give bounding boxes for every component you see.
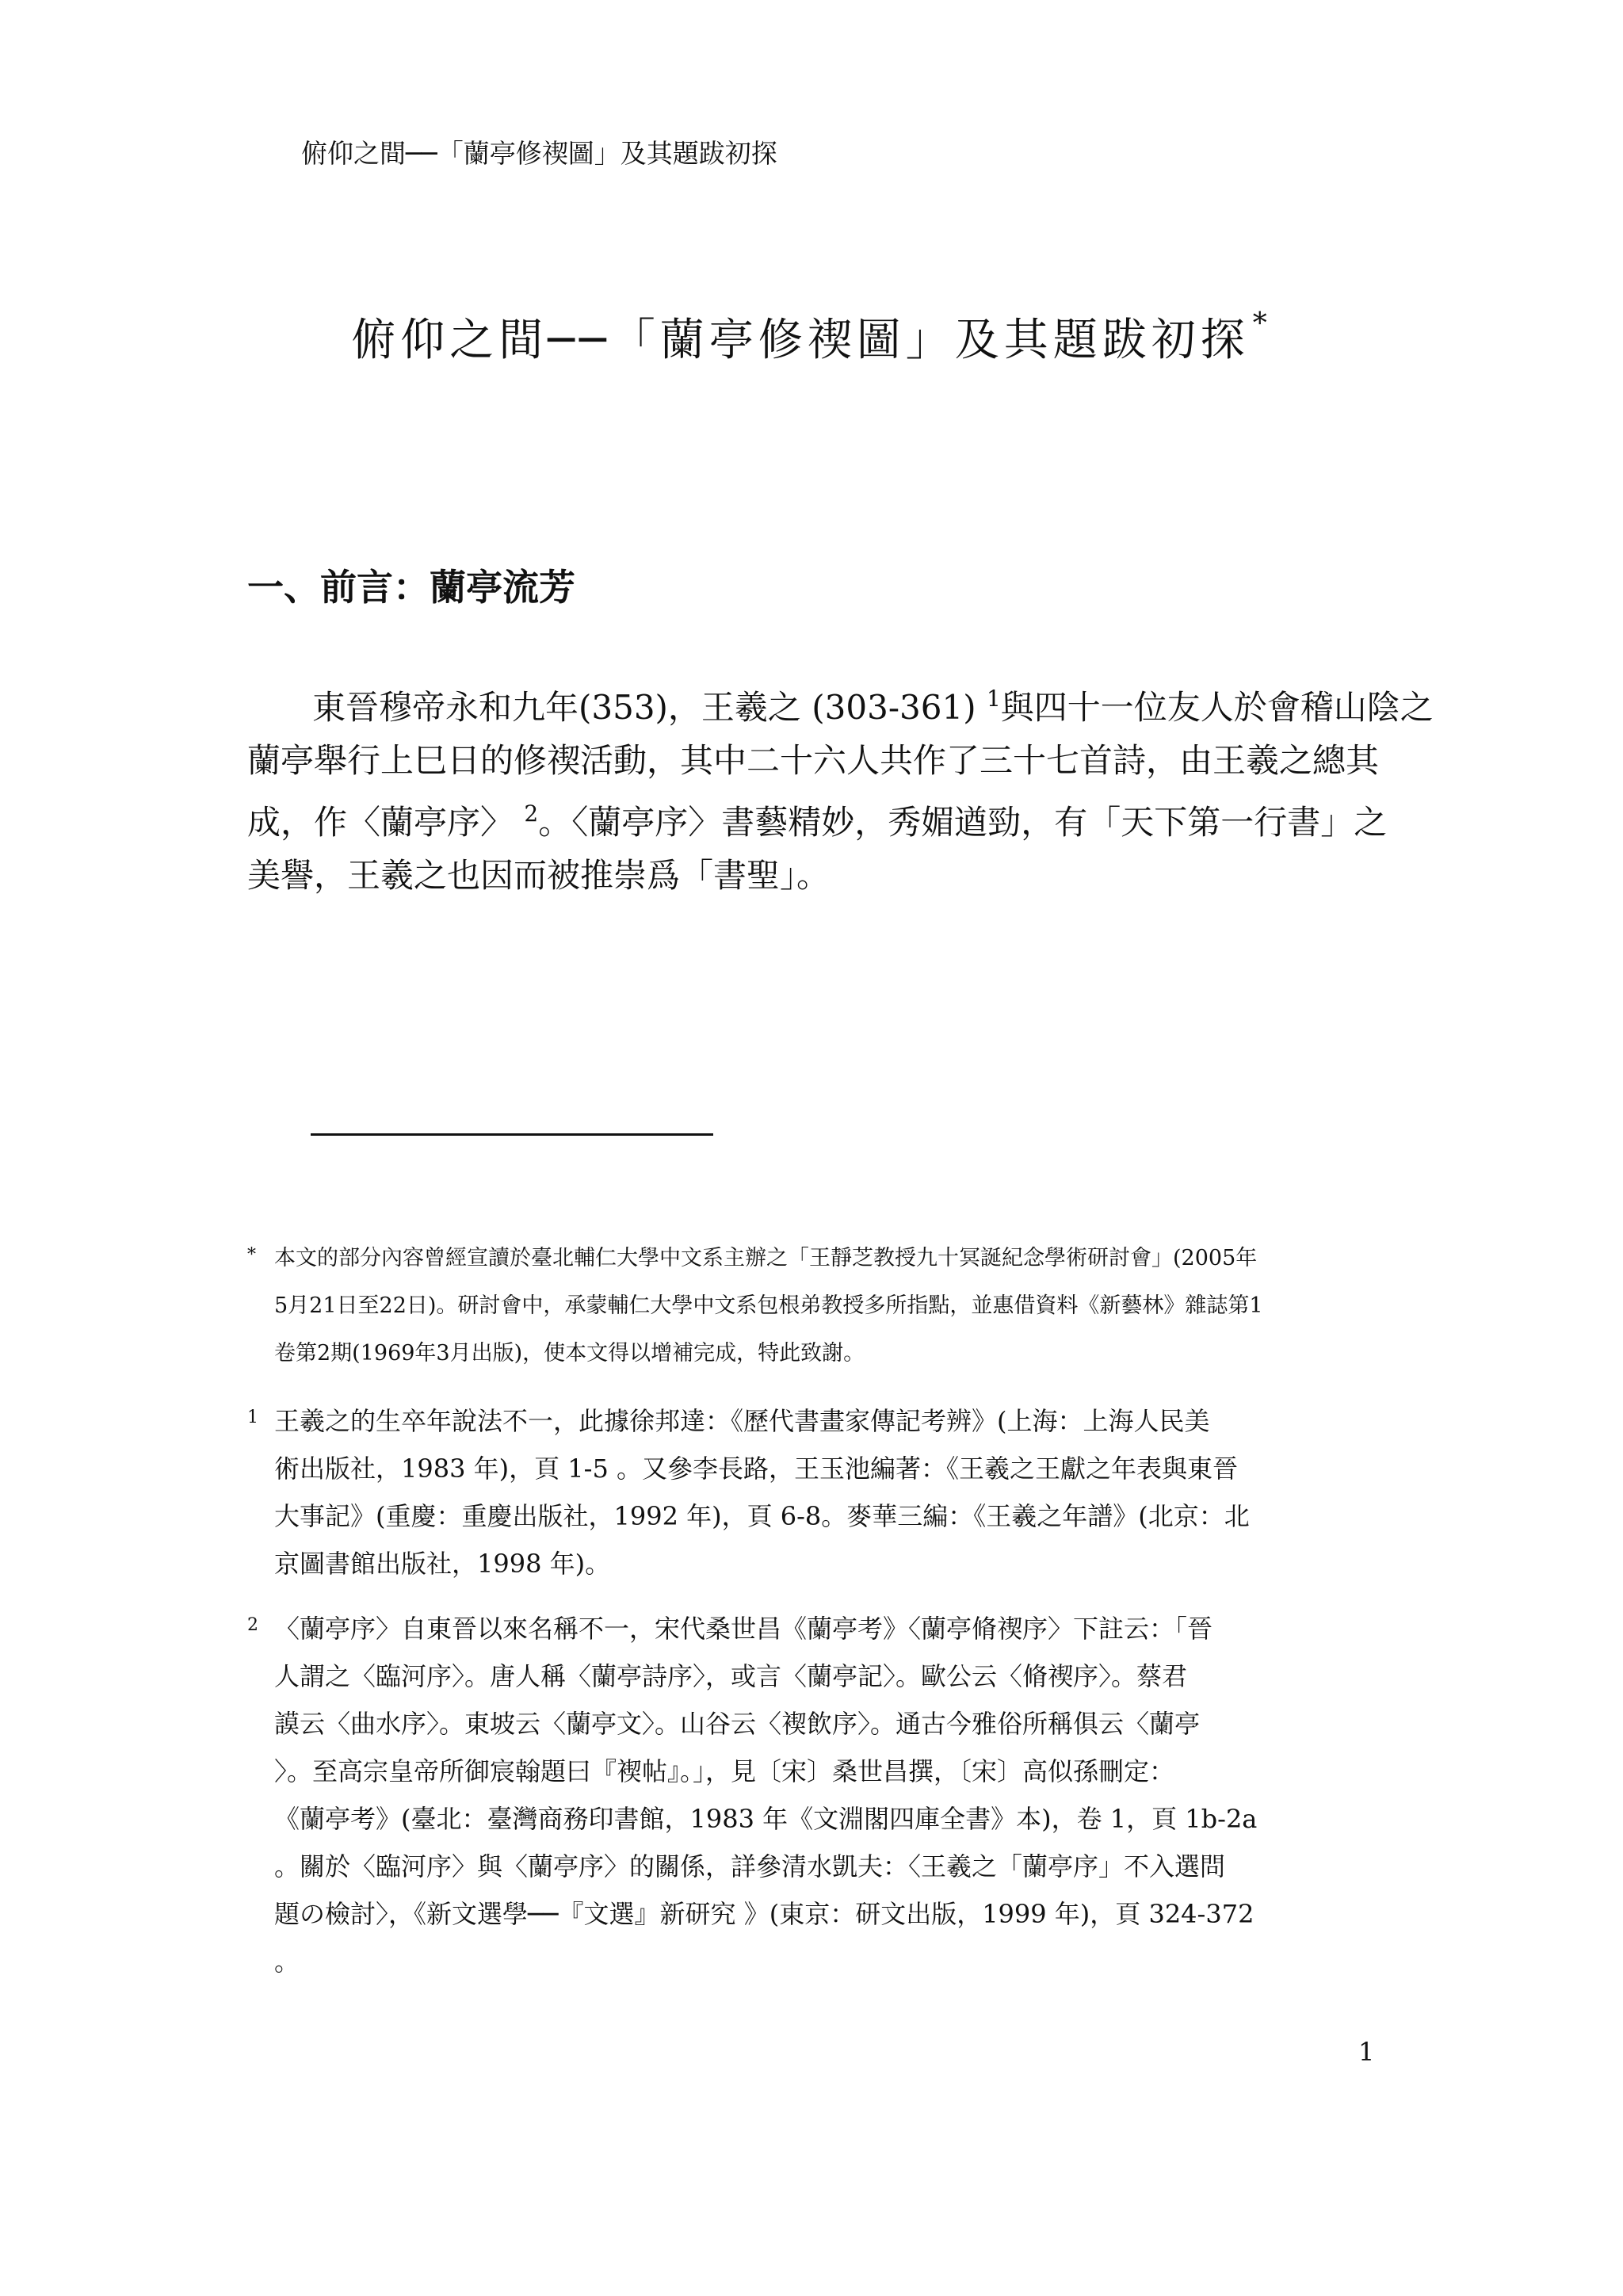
body-line-3 <box>247 787 1387 849</box>
body-text: 成，作〈蘭亭序〉 <box>247 803 514 842</box>
footnote-2 <box>247 1605 1388 1985</box>
title-footnote-mark: * <box>1252 308 1272 340</box>
page-title <box>0 305 1623 369</box>
footnote-line: 題の檢討〉，《新文選學──『文選』新研究 》(東京：研文出版，1999 年)，頁 324-372 <box>274 1899 1254 1929</box>
footnote-mark: * <box>247 1245 256 1265</box>
footnote-line: 5月21日至22日)。研討會中，承蒙輔仁大學中文系包根弟教授多所指點，並惠借資料《新藝林》雜誌第1 <box>274 1293 1263 1318</box>
footnote-line: 術出版社，1983 年)，頁 1-5 。又參李長路，王玉池編著：《王羲之王獻之年表與東晉 <box>274 1454 1238 1484</box>
footnote-separator <box>311 1133 713 1136</box>
footnote-line: 京圖書館出版社，1998 年)。 <box>274 1549 611 1579</box>
running-header: 俯仰之間──「蘭亭修禊圖」及其題跋初探 <box>301 138 777 169</box>
footnote-line: 謨云〈曲水序〉。東坡云〈蘭亭文〉。山谷云〈褉飲序〉。通古今雅俗所稱俱云〈蘭亭 <box>274 1709 1201 1739</box>
footnote-line: 卷第2期(1969年3月出版)，使本文得以增補完成，特此致謝。 <box>274 1341 865 1366</box>
title-text: 俯仰之間──「蘭亭修禊圖」及其題跋初探 <box>351 315 1250 366</box>
footnote-star <box>247 1235 1388 1377</box>
footnote-line: 〈蘭亭序〉自東晉以來名稱不一，宋代桑世昌《蘭亭考》〈蘭亭脩禊序〉下註云：「晉 <box>274 1614 1213 1644</box>
footnote-ref-1[interactable]: 1 <box>986 686 1001 712</box>
page-number: 1 <box>1358 2037 1375 2067</box>
footnote-line: 王羲之的生卒年說法不一，此據徐邦達：《歷代書畫家傳記考辨》(上海：上海人民美 <box>274 1406 1210 1436</box>
footnote-line: 本文的部分內容曾經宣讀於臺北輔仁大學中文系主辦之「王靜芝教授九十冥誕紀念學術研討會」(2005年 <box>274 1246 1258 1270</box>
body-line-1 <box>247 672 1434 734</box>
footnote-mark: 2 <box>247 1615 258 1635</box>
footnote-mark: 1 <box>247 1408 258 1427</box>
section-heading: 一、前言：蘭亭流芳 <box>247 566 575 609</box>
body-line-4: 美譽，王羲之也因而被推崇爲「書聖」。 <box>247 856 831 895</box>
footnote-line: 〉。至高宗皇帝所御宸翰題曰『褉帖』。」，見〔宋〕桑世昌撰，〔宋〕高似孫刪定： <box>274 1756 1175 1786</box>
footnote-text <box>274 1235 1388 1377</box>
body-text: 東晉穆帝永和九年(353)，王羲之 (303-361) <box>312 688 976 727</box>
footnote-line: 人謂之〈臨河序〉。唐人稱〈蘭亭詩序〉，或言〈蘭亭記〉。歐公云〈脩禊序〉。蔡君 <box>274 1661 1188 1691</box>
footnote-line: 大事記》(重慶：重慶出版社，1992 年)，頁 6-8。麥華三編：《王羲之年譜》(北京：北 <box>274 1501 1250 1531</box>
footnote-text <box>274 1397 1388 1587</box>
body-paragraph <box>247 672 1434 902</box>
body-line-2: 蘭亭舉行上巳日的修禊活動，其中二十六人共作了三十七首詩，由王羲之總其 <box>247 741 1380 780</box>
body-text: 。〈蘭亭序〉書藝精妙，秀媚遒勁，有「天下第一行書」之 <box>538 803 1388 842</box>
footnote-text <box>274 1605 1388 1985</box>
footnote-line: 。 <box>274 1946 300 1977</box>
footnote-line: 《蘭亭考》(臺北：臺灣商務印書館，1983 年《文淵閣四庫全書》本)，卷 1，頁 1b-2a <box>274 1804 1258 1834</box>
body-text: 與四十一位友人於會稽山陰之 <box>1000 688 1434 727</box>
footnote-ref-2[interactable]: 2 <box>524 800 539 827</box>
footnote-line: 。關於〈臨河序〉與〈蘭亭序〉的關係，詳參清水凱夫：〈王羲之「蘭亭序」不入選問 <box>274 1851 1226 1881</box>
footnote-1 <box>247 1397 1388 1587</box>
